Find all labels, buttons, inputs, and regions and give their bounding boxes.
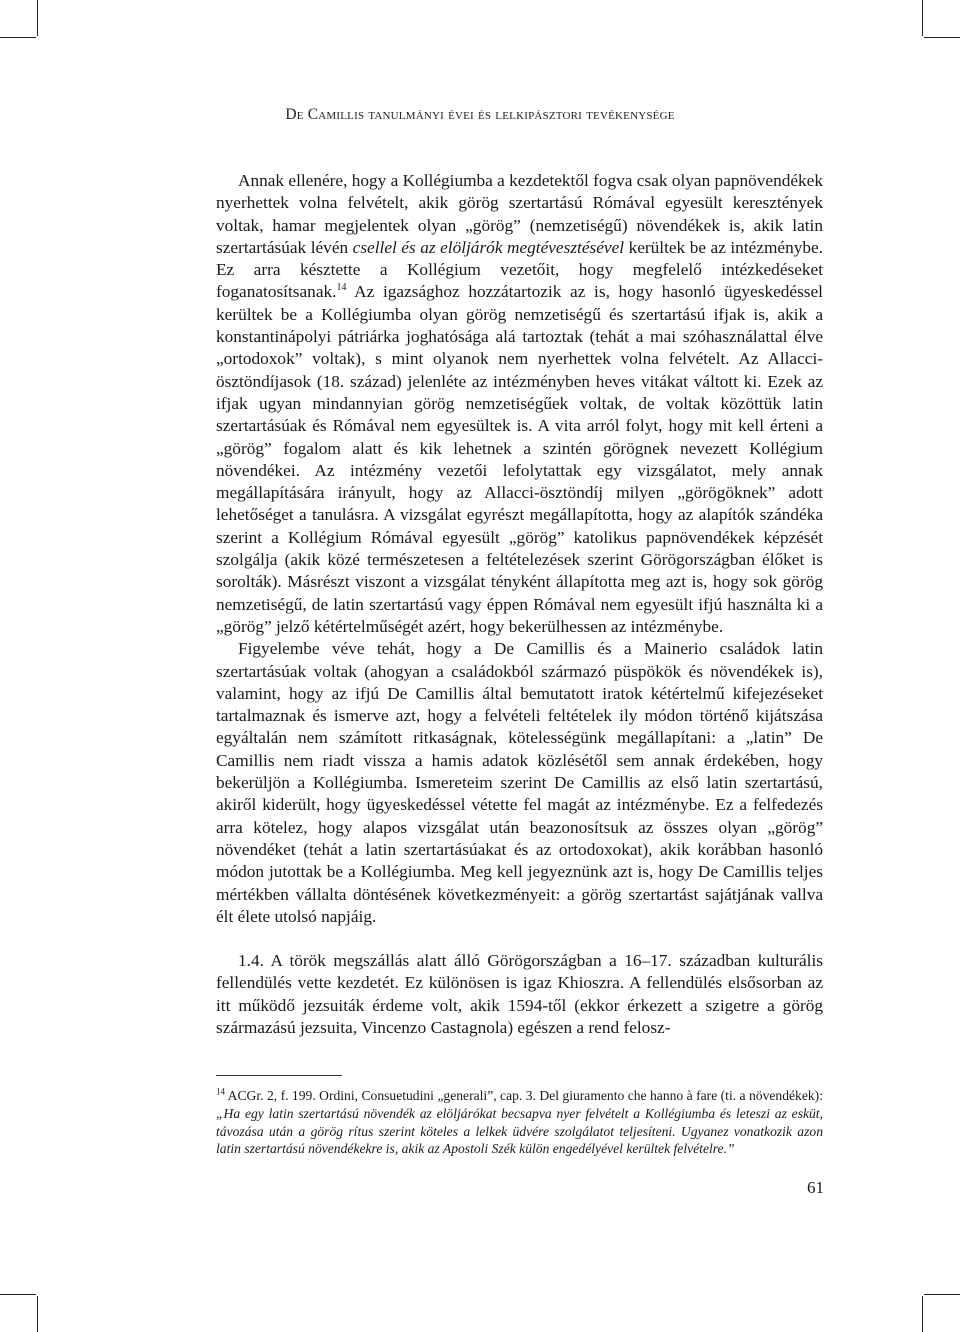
paragraph-2: Figyelembe véve tehát, hogy a De Camillis és a Mainerio családok latin szertartásúak voltak (ahogyan a családokból származó püspökök és növendékek is), valamint, hogy az ifjú De Camillis által bemutatott iratok kétértelmű kifejezéseket tartalmaznak és ismerve azt, hogy a felvételi feltételek ily módon történő kijátszása egyáltalán nem számított ritkaságnak, kötelességünk megállapítani: a „latin” De Camillis nem riadt vissza a hamis adatok közlésétől sem annak érdekében, hogy bekerüljön a Kollégiumba. Ismereteim szerint De Camillis az első latin szertartású, akiről kiderült, hogy ügyeskedéssel vétette fel magát az intézménybe. Ez a felfedezés arra kötelez, hogy alapos vizsgálat után beazonosítsuk az összes olyan „görög” növendéket (tehát a latin szertartásúakat és az ortodoxokat), akik korábban hasonló módon jutottak be a Kollégiumba. Meg kell jegyeznünk azt is, hogy De Camillis teljes mértékben vállalta döntésének következményeit: a görög szertartást sajátjának vallva élt élete utolsó napjáig.	[216, 639, 823, 926]
main-text	[216, 170, 823, 1039]
footnote-quote: „Ha egy latin szertartású növendék az elöljárókat becsapva nyer felvételt a Kollégiumba és leteszi az esküt, távozása után a görög rítus szerint köteles a lelkek üdvére szolgálatot teljesíteni. Ugyanez vonatkozik azon latin szertartású növendékekre is, akik az Apostoli Szék külön engedélyével kerültek felvételre.”	[216, 1105, 823, 1157]
crop-mark-left-bottom	[0, 1294, 36, 1295]
footnote-14	[216, 1087, 823, 1158]
page-number: 61	[807, 1178, 824, 1197]
paragraph-1-part-a: Annak ellenére, hogy a Kollégiumba a kezdetektől fogva csak olyan papnövendékek nyerhettek volna felvételt, akik görög szertartású Rómával egyesült keresztények voltak, hamar megjelentek olyan „görög” (nemzetiségű) növendékek is, akik latin szertartásúak lévén	[216, 171, 823, 257]
crop-mark-bottom-left	[37, 1296, 38, 1332]
paragraph-1-emphasis: csellel és az elöljárók megtévesztésével	[352, 237, 625, 257]
paragraph-3-section-1-4: 1.4. A török megszállás alatt álló Görögországban a 16–17. században kulturális fellendülés vette kezdetét. Ez különösen is igaz Khioszra. A fellendülés elsősorban az itt működő jezsuiták érdeme volt, akik 1594-től (ekkor érkezett a szigetre a görög származású jezsuita, Vincenzo Castagnola) egészen a rend felosz-	[216, 951, 823, 1037]
crop-mark-right-top	[924, 37, 960, 38]
footnote-reference[interactable]: 14	[336, 282, 347, 294]
footnote-text-part-a: ACGr. 2, f. 199. Ordini, Consuetudini „generali”, cap. 3. Del giuramento che hanno à fare (ti. a növendékek):	[225, 1088, 823, 1103]
crop-mark-bottom-right	[922, 1296, 923, 1332]
crop-mark-left-top	[0, 37, 36, 38]
footnote-number: 14	[216, 1086, 225, 1097]
paragraph-1	[216, 170, 823, 638]
paragraph-1-part-c: Az igazsághoz hozzátartozik az is, hogy hasonló ügyeskedéssel kerültek be a Kollégiumba olyan görög nemzetiségű és szertartású ifjak is, akik a konstantinápolyi pátriárka joghatósága alá tartoztak (tehát a mai szóhasználattal élve „ortodoxok” voltak), s mint olyanok nem nyerhettek volna felvételt. Az Allacci-ösztöndíjasok (18. század) jelenléte az intézményben heves vitákat váltott ki. Ezek az ifjak ugyan mindannyian görög nemzetiségűek voltak, de voltak közöttük latin szertartásúak és Rómával nem egyesültek is. A vita arról folyt, hogy mit kell érteni a „görög” fogalom alatt és kik lehetnek a szintén görögnek nevezett Kollégium növendékei. Az intézmény vezetői lefolytattak egy vizsgálatot, mely annak megállapítására irányult, hogy az Allacci-ösztöndíj milyen „görögöknek” adott lehetőséget a tanulásra. A vizsgálat egyrészt megállapította, hogy az alapítók szándéka szerint a Kollégium Rómával egyesült „görög” katolikus papnövendékek képzését szolgálja (akik közé természetesen a feltételezések szerint Görögországban élőket is sorolták). Másrészt viszont a vizsgálat tényként állapította meg azt is, hogy sok görög nemzetiségű, de latin szertartású vagy éppen Rómával nem egyesült ifjú használta ki a „görög” jelző kétértelműségét azért, hogy bekerülhessen az intézménybe.	[216, 282, 823, 636]
footnote-text	[216, 1087, 823, 1158]
crop-mark-top-right	[922, 0, 923, 36]
crop-mark-top-left	[37, 0, 38, 36]
running-header: De Camillis tanulmányi évei és lelkipásztori tevékenysége	[285, 106, 675, 123]
footnote-divider	[216, 1075, 342, 1076]
crop-mark-right-bottom	[924, 1294, 960, 1295]
paragraph-1-part-b: kerültek be az intézménybe. Ez arra késztette a Kollégium vezetőit, hogy megfelelő intézkedéseket foganatosítsanak.	[216, 237, 823, 302]
